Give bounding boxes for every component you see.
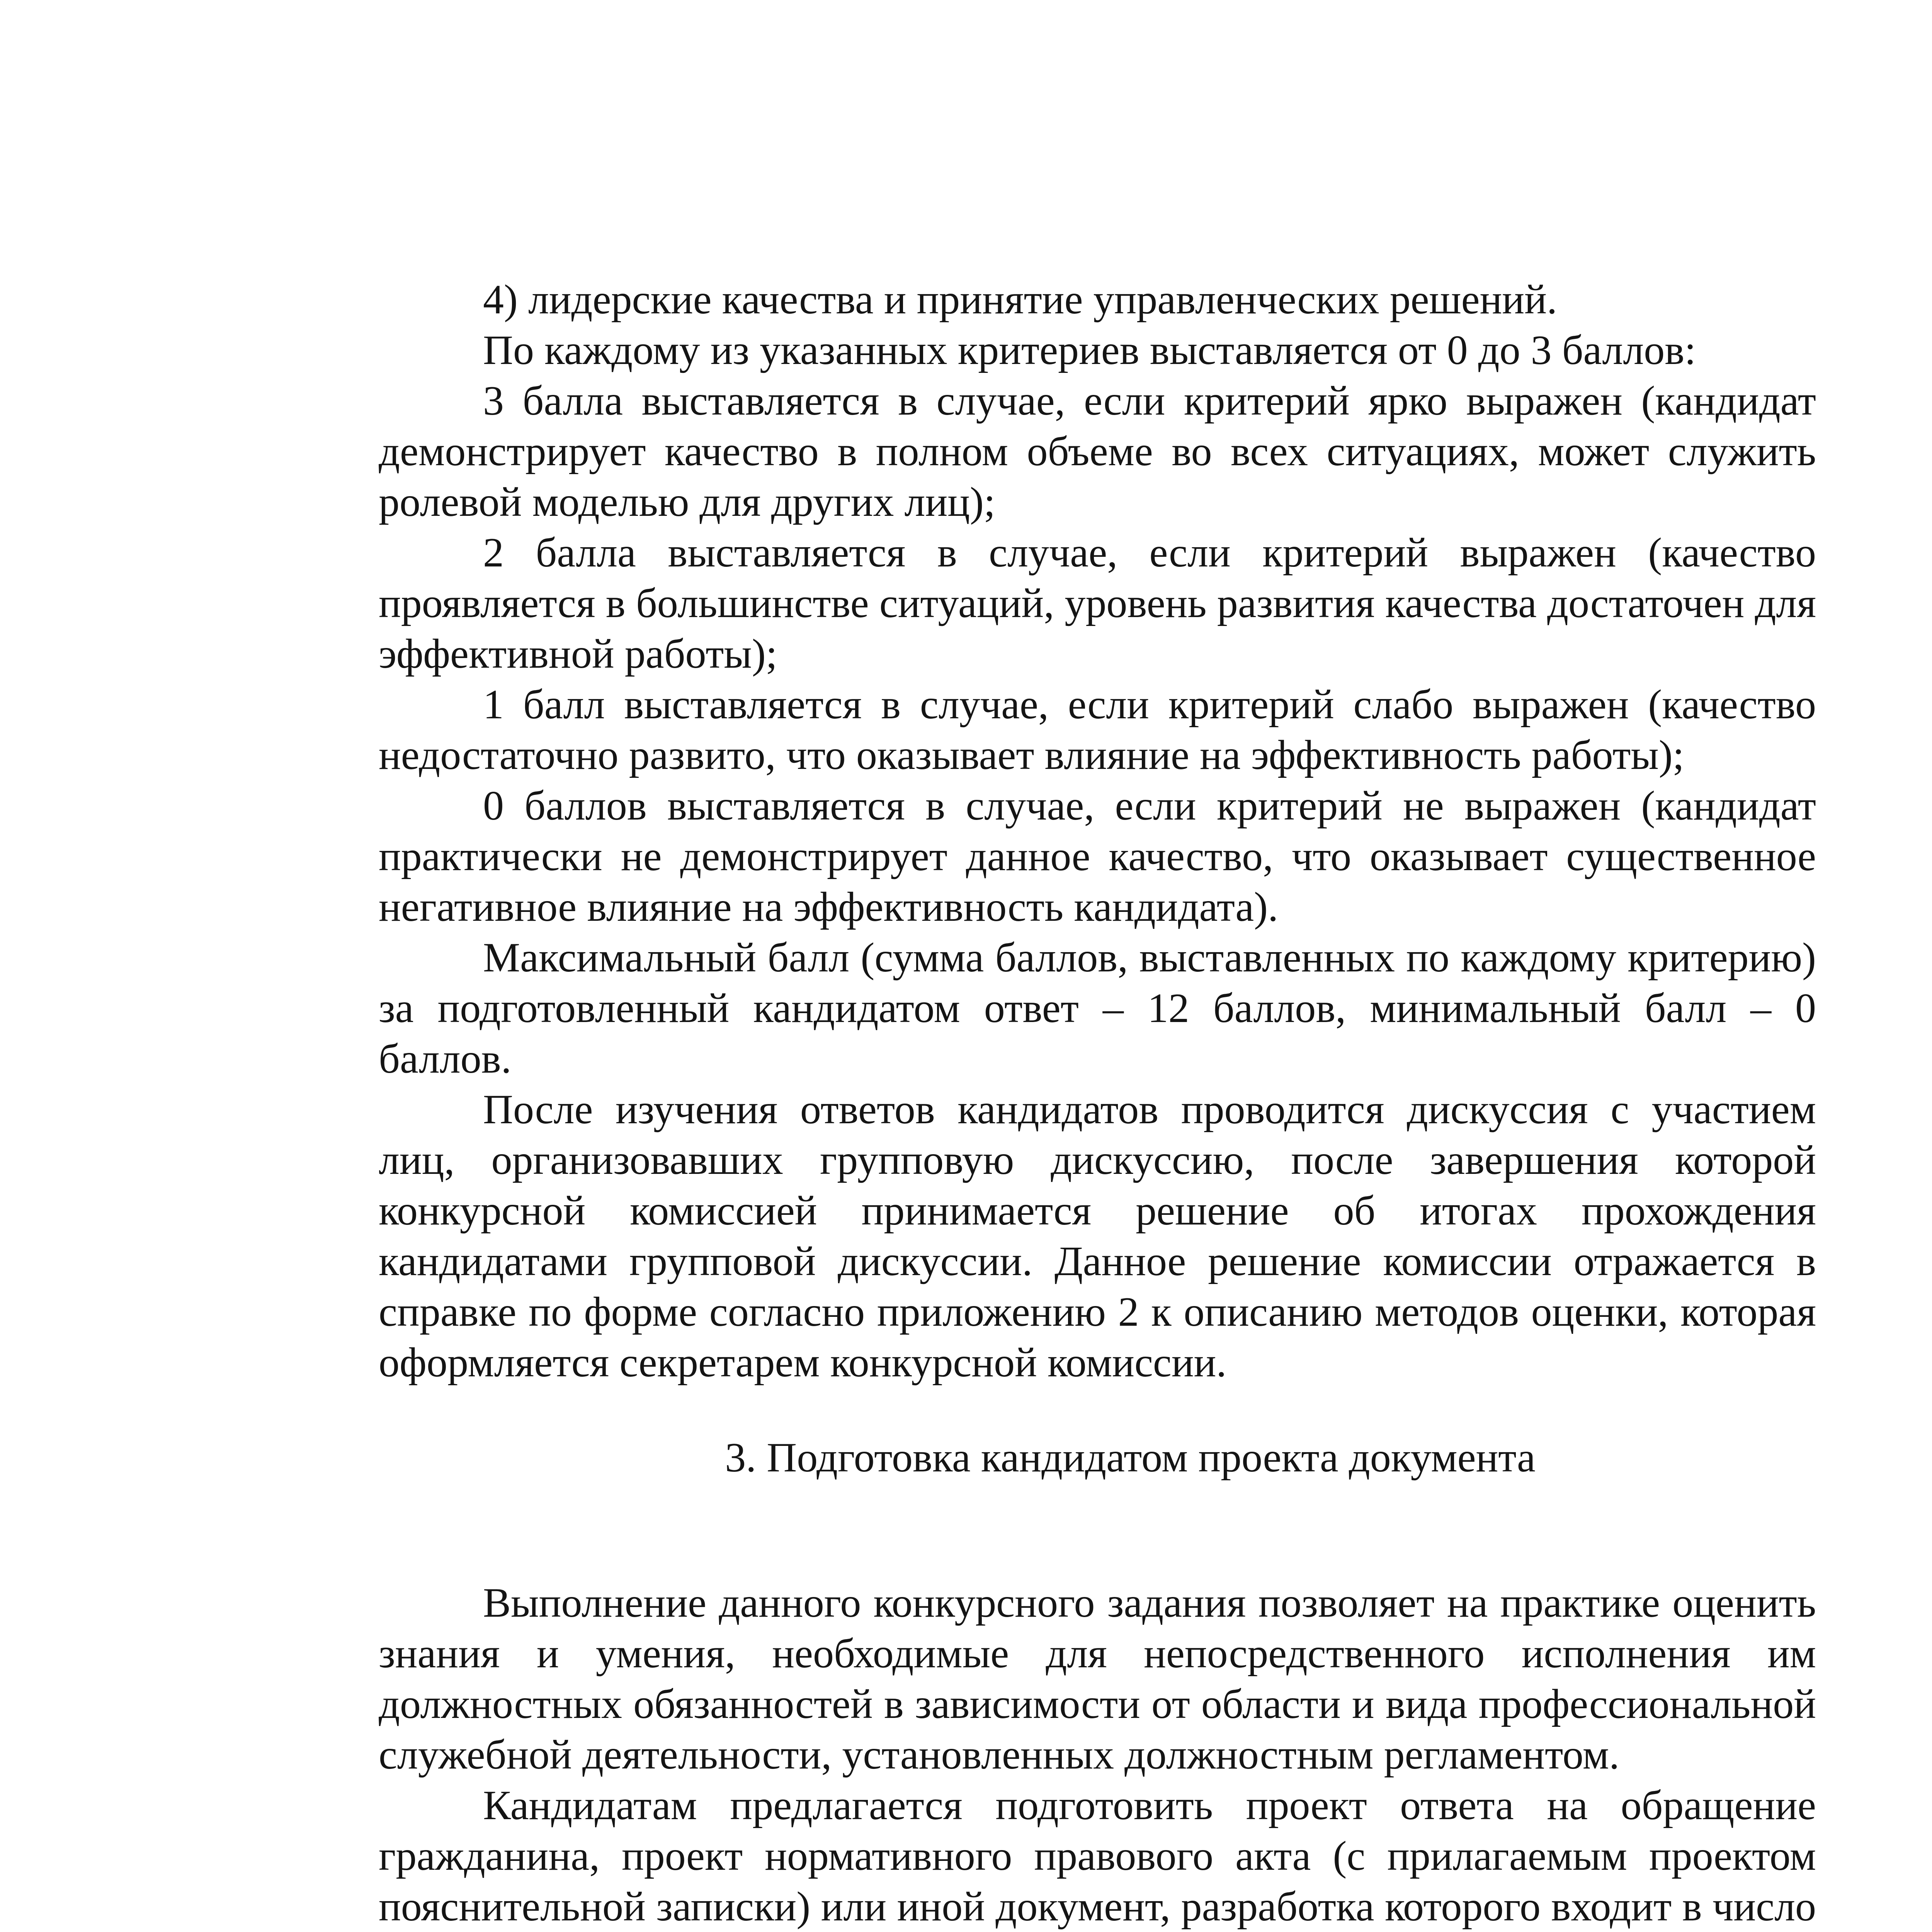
document-page [379, 274, 1816, 1932]
paragraph-task-purpose: Выполнение данного конкурсного задания позволяет на практике оценить знания и умения, необходимые для непосредственного исполнения им должностных обязанностей в зависимости от области и вида профессиональной служебной деятельности, установленных должностным регламентом. [379, 1580, 1816, 1778]
paragraph-task-content: Кандидатам предлагается подготовить проект ответа на обращение гражданина, проект нормативного правового акта (с прилагаемым проектом пояснительной записки) или иной документ, разработка которого входит в число [379, 1782, 1816, 1930]
paragraph-score-1: 1 балл выставляется в случае, если критерий слабо выражен (качество недостаточно развито, что оказывает влияние на эффективность работы); [379, 682, 1816, 778]
paragraph-discussion: После изучения ответов кандидатов проводится дискуссия с участием лиц, организовавших групповую дискуссию, после завершения которой конкурсной комиссией принимается решение об итогах прохождения кандидатами групповой дискуссии. Данное решение комиссии отражается в справке по форме согласно приложению 2 к описанию методов оценки, которая оформляется секретарем конкурсной комиссии. [379, 1087, 1816, 1386]
paragraph-criterion-4: 4) лидерские качества и принятие управленческих решений. [483, 277, 1557, 323]
paragraph-scoring-intro: По каждому из указанных критериев выставляется от 0 до 3 баллов: [483, 327, 1696, 373]
paragraph-score-0: 0 баллов выставляется в случае, если критерий не выражен (кандидат практически не демонстрирует данное качество, что оказывает существенное негативное влияние на эффективность кандидата). [379, 783, 1816, 930]
paragraph-score-3: 3 балла выставляется в случае, если критерий ярко выражен (кандидат демонстрирует качество в полном объеме во всех ситуациях, может служить ролевой моделью для других лиц); [379, 378, 1816, 525]
section-heading: 3. Подготовка кандидатом проекта документа [725, 1435, 1536, 1481]
paragraph-max-score: Максимальный балл (сумма баллов, выставленных по каждому критерию) за подготовленный кандидатом ответ – 12 баллов, минимальный балл – 0 баллов. [379, 935, 1816, 1082]
paragraph-score-2: 2 балла выставляется в случае, если критерий выражен (качество проявляется в большинстве ситуаций, уровень развития качества достаточен для эффективной работы); [379, 530, 1816, 677]
